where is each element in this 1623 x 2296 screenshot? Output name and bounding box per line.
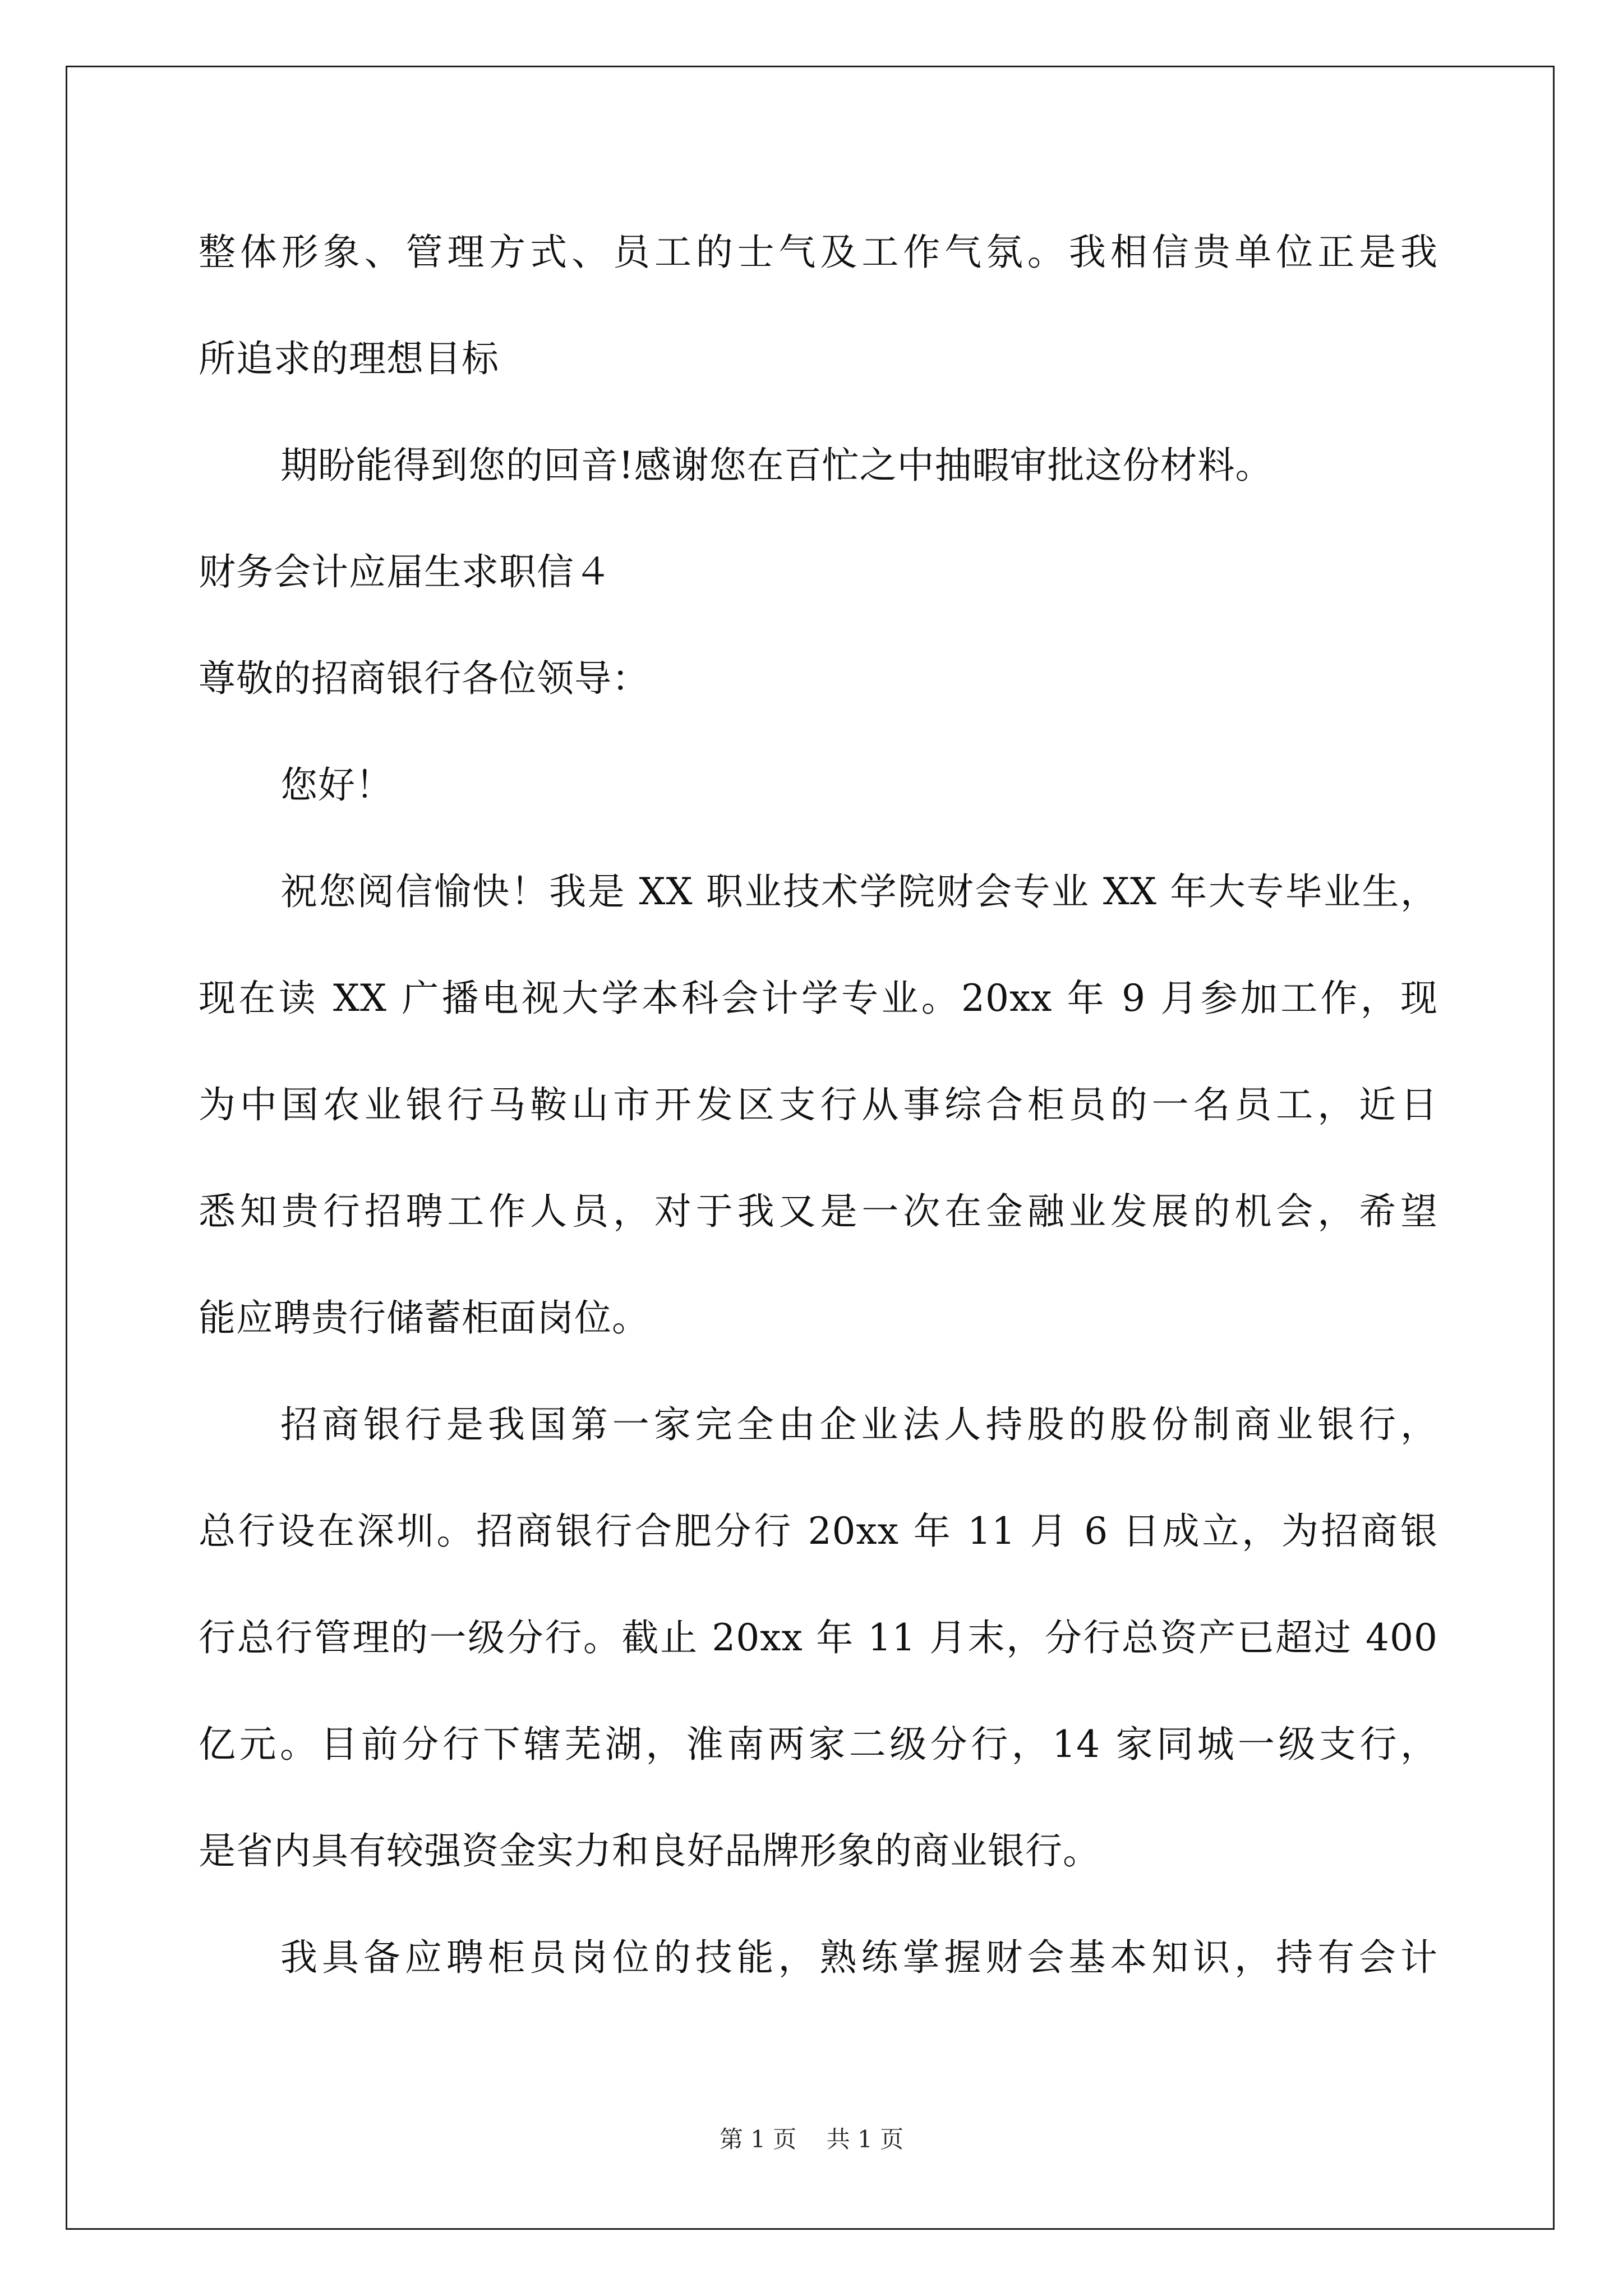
text-line: 亿元。目前分行下辖芜湖，淮南两家二级分行，14 家同城一级支行， (199, 1723, 1438, 1766)
text-line: 整体形象、管理方式、员工的士气及工作气氛。我相信贵单位正是我 (199, 231, 1438, 274)
text-line: 期盼能得到您的回音!感谢您在百忙之中抽暇审批这份材料。 (280, 444, 1273, 487)
greeting: 您好！ (280, 763, 393, 807)
salutation: 尊敬的招商银行各位领导： (199, 657, 649, 700)
text-line: 招商银行是我国第一家完全由企业法人持股的股份制商业银行， (280, 1403, 1438, 1446)
text-line: 悉知贵行招聘工作人员，对于我又是一次在金融业发展的机会，希望 (199, 1190, 1438, 1233)
text-line: 行总行管理的一级分行。截止 20xx 年 11 月末，分行总资产已超过 400 (199, 1616, 1438, 1659)
text-line: 所追求的理想目标 (199, 337, 499, 380)
text-line: 总行设在深圳。招商银行合肥分行 20xx 年 11 月 6 日成立，为招商银 (199, 1510, 1438, 1553)
page-border (66, 66, 1555, 2230)
page-number: 第 1 页 (719, 2125, 797, 2153)
text-line: 我具备应聘柜员岗位的技能，熟练掌握财会基本知识，持有会计 (280, 1936, 1438, 1979)
page-footer (0, 2125, 1623, 2154)
section-heading: 财务会计应届生求职信４ (199, 550, 612, 593)
text-line: 能应聘贵行储蓄柜面岗位。 (199, 1296, 649, 1340)
text-line: 现在读 XX 广播电视大学本科会计学专业。20xx 年 9 月参加工作，现 (199, 977, 1438, 1020)
text-line: 是省内具有较强资金实力和良好品牌形象的商业银行。 (199, 1829, 1100, 1872)
text-line: 祝您阅信愉快！我是 XX 职业技术学院财会专业 XX 年大专毕业生， (280, 870, 1438, 913)
page-total: 共 1 页 (826, 2125, 904, 2153)
text-line: 为中国农业银行马鞍山市开发区支行从事综合柜员的一名员工，近日 (199, 1083, 1438, 1126)
